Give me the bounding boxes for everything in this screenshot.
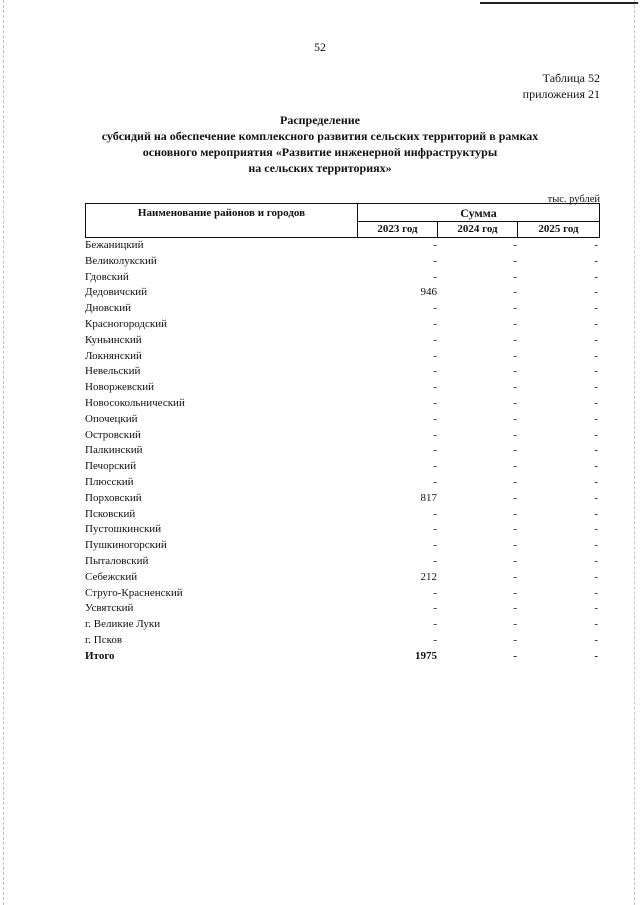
value-2024: - <box>513 317 517 330</box>
value-2024: - <box>513 302 517 315</box>
value-2025: - <box>594 507 598 520</box>
value-2023: - <box>433 602 437 615</box>
district-name: Себежский <box>85 570 138 583</box>
header-district-name: Наименование районов и городов <box>86 204 358 237</box>
value-2023: - <box>433 349 437 362</box>
district-name: Новосокольнический <box>85 396 185 409</box>
value-2024: - <box>513 286 517 299</box>
district-name: Печорский <box>85 460 137 473</box>
value-2025: - <box>594 602 598 615</box>
page-number: 52 <box>314 40 326 54</box>
value-2023: 817 <box>420 491 437 504</box>
value-2024: - <box>513 428 517 441</box>
scan-top-line <box>480 2 638 4</box>
table-row <box>85 364 600 380</box>
district-name: Итого <box>85 649 115 662</box>
value-2025: - <box>594 428 598 441</box>
district-name: Порховский <box>85 491 142 504</box>
table-row <box>85 633 600 649</box>
table-row <box>85 301 600 317</box>
district-name: Куньинский <box>85 333 142 346</box>
value-2023: 212 <box>420 570 437 583</box>
header-year-2025: 2025 год <box>538 223 579 235</box>
district-name: Красногородский <box>85 317 168 330</box>
value-2025: - <box>594 554 598 567</box>
value-2023: - <box>433 412 437 425</box>
value-2023: - <box>433 539 437 552</box>
district-name: Палкинский <box>85 444 143 457</box>
table-row <box>85 238 600 254</box>
value-2024: - <box>513 633 517 646</box>
value-2024: - <box>513 507 517 520</box>
table-row <box>85 459 600 475</box>
title-line4: на сельских территориях» <box>248 161 392 175</box>
value-2025: - <box>594 317 598 330</box>
header-year-2024: 2024 год <box>438 222 518 237</box>
value-2024: - <box>513 349 517 362</box>
district-name: Псковский <box>85 507 136 520</box>
value-2024: - <box>513 460 517 473</box>
district-name: Невельский <box>85 365 141 378</box>
value-2024: - <box>513 491 517 504</box>
table-row <box>85 380 600 396</box>
table-row <box>85 254 600 270</box>
header-sum: Сумма <box>358 204 599 222</box>
table-row <box>85 601 600 617</box>
district-name: Дедовичский <box>85 286 148 299</box>
value-2023: - <box>433 586 437 599</box>
table-reference <box>523 70 600 102</box>
table-row <box>85 507 600 523</box>
district-name: Усвятский <box>85 602 134 615</box>
value-2024: - <box>513 618 517 631</box>
table-row <box>85 349 600 365</box>
value-2023: - <box>433 475 437 488</box>
value-2025: - <box>594 270 598 283</box>
value-2025: - <box>594 396 598 409</box>
value-2023: 946 <box>420 286 437 299</box>
district-name: Плюсский <box>85 475 134 488</box>
table-row <box>85 443 600 459</box>
table-row <box>85 270 600 286</box>
value-2024: - <box>513 475 517 488</box>
value-2023: - <box>433 507 437 520</box>
value-2024: - <box>513 396 517 409</box>
table-row <box>85 586 600 602</box>
value-2023: 1975 <box>415 649 437 662</box>
value-2025: - <box>594 523 598 536</box>
district-name: Гдовский <box>85 270 129 283</box>
table-ref-line2: приложения 21 <box>522 87 600 101</box>
value-2025: - <box>594 239 598 251</box>
district-name: Струго-Красненский <box>85 586 183 599</box>
value-2024: - <box>513 381 517 394</box>
value-2024: - <box>513 239 517 251</box>
header-year-2023: 2023 год <box>358 222 438 237</box>
value-2025: - <box>594 365 598 378</box>
value-2024: - <box>513 649 517 662</box>
value-2024: - <box>513 365 517 378</box>
units-label: тыс. рублей <box>547 194 600 205</box>
value-2023: - <box>433 633 437 646</box>
value-2024: - <box>513 554 517 567</box>
table-row <box>85 522 600 538</box>
table-row <box>85 570 600 586</box>
value-2025: - <box>594 412 598 425</box>
table-row <box>85 317 600 333</box>
value-2023: - <box>433 381 437 394</box>
table-ref-line1: Таблица 52 <box>542 71 600 85</box>
value-2024: - <box>513 333 517 346</box>
value-2024: - <box>513 602 517 615</box>
value-2024: - <box>513 570 517 583</box>
value-2024: - <box>513 523 517 536</box>
value-2025: - <box>594 349 598 362</box>
table-row <box>85 285 600 301</box>
value-2025: - <box>594 460 598 473</box>
district-name: Пустошкинский <box>85 523 162 536</box>
value-2023: - <box>433 239 437 251</box>
table-header <box>85 203 600 238</box>
value-2025: - <box>594 586 598 599</box>
table-body <box>85 238 600 665</box>
value-2025: - <box>594 381 598 394</box>
district-name: Бежаницкий <box>85 239 144 251</box>
value-2025: - <box>594 475 598 488</box>
table-row <box>85 333 600 349</box>
value-2024: - <box>513 586 517 599</box>
table-row <box>85 396 600 412</box>
table-total-row <box>85 649 600 665</box>
value-2025: - <box>594 254 598 267</box>
value-2025: - <box>594 649 598 662</box>
document-title <box>0 112 640 176</box>
value-2025: - <box>594 286 598 299</box>
district-name: Новоржевский <box>85 381 155 394</box>
district-name: Великолукский <box>85 254 157 267</box>
table-row <box>85 554 600 570</box>
value-2025: - <box>594 570 598 583</box>
value-2023: - <box>433 333 437 346</box>
value-2025: - <box>594 302 598 315</box>
value-2023: - <box>433 396 437 409</box>
value-2025: - <box>594 618 598 631</box>
value-2024: - <box>513 254 517 267</box>
value-2023: - <box>433 523 437 536</box>
district-name: Островский <box>85 428 141 441</box>
table-row <box>85 412 600 428</box>
table-row <box>85 491 600 507</box>
table-row <box>85 475 600 491</box>
value-2023: - <box>433 302 437 315</box>
value-2023: - <box>433 618 437 631</box>
district-name: г. Великие Луки <box>85 618 161 631</box>
title-line2: субсидий на обеспечение комплексного развития сельских территорий в рамках <box>101 129 539 143</box>
value-2024: - <box>513 539 517 552</box>
district-name: г. Псков <box>85 633 123 646</box>
value-2023: - <box>433 270 437 283</box>
value-2023: - <box>433 428 437 441</box>
value-2023: - <box>433 444 437 457</box>
district-name: Локнянский <box>85 349 142 362</box>
table-row <box>85 617 600 633</box>
district-name: Дновский <box>85 302 132 315</box>
district-name: Пыталовский <box>85 554 149 567</box>
table-row <box>85 538 600 554</box>
value-2025: - <box>594 539 598 552</box>
value-2023: - <box>433 460 437 473</box>
value-2025: - <box>594 491 598 504</box>
value-2024: - <box>513 270 517 283</box>
value-2025: - <box>594 633 598 646</box>
value-2023: - <box>433 254 437 267</box>
value-2025: - <box>594 444 598 457</box>
value-2024: - <box>513 412 517 425</box>
value-2024: - <box>513 444 517 457</box>
value-2023: - <box>433 365 437 378</box>
value-2023: - <box>433 554 437 567</box>
title-line1: Распределение <box>279 113 361 127</box>
value-2023: - <box>433 317 437 330</box>
district-name: Опочецкий <box>85 412 138 425</box>
district-name: Пушкиногорский <box>85 539 167 552</box>
title-line3: основного мероприятия «Развитие инженерной инфраструктуры <box>142 145 498 159</box>
table-row <box>85 428 600 444</box>
value-2025: - <box>594 333 598 346</box>
